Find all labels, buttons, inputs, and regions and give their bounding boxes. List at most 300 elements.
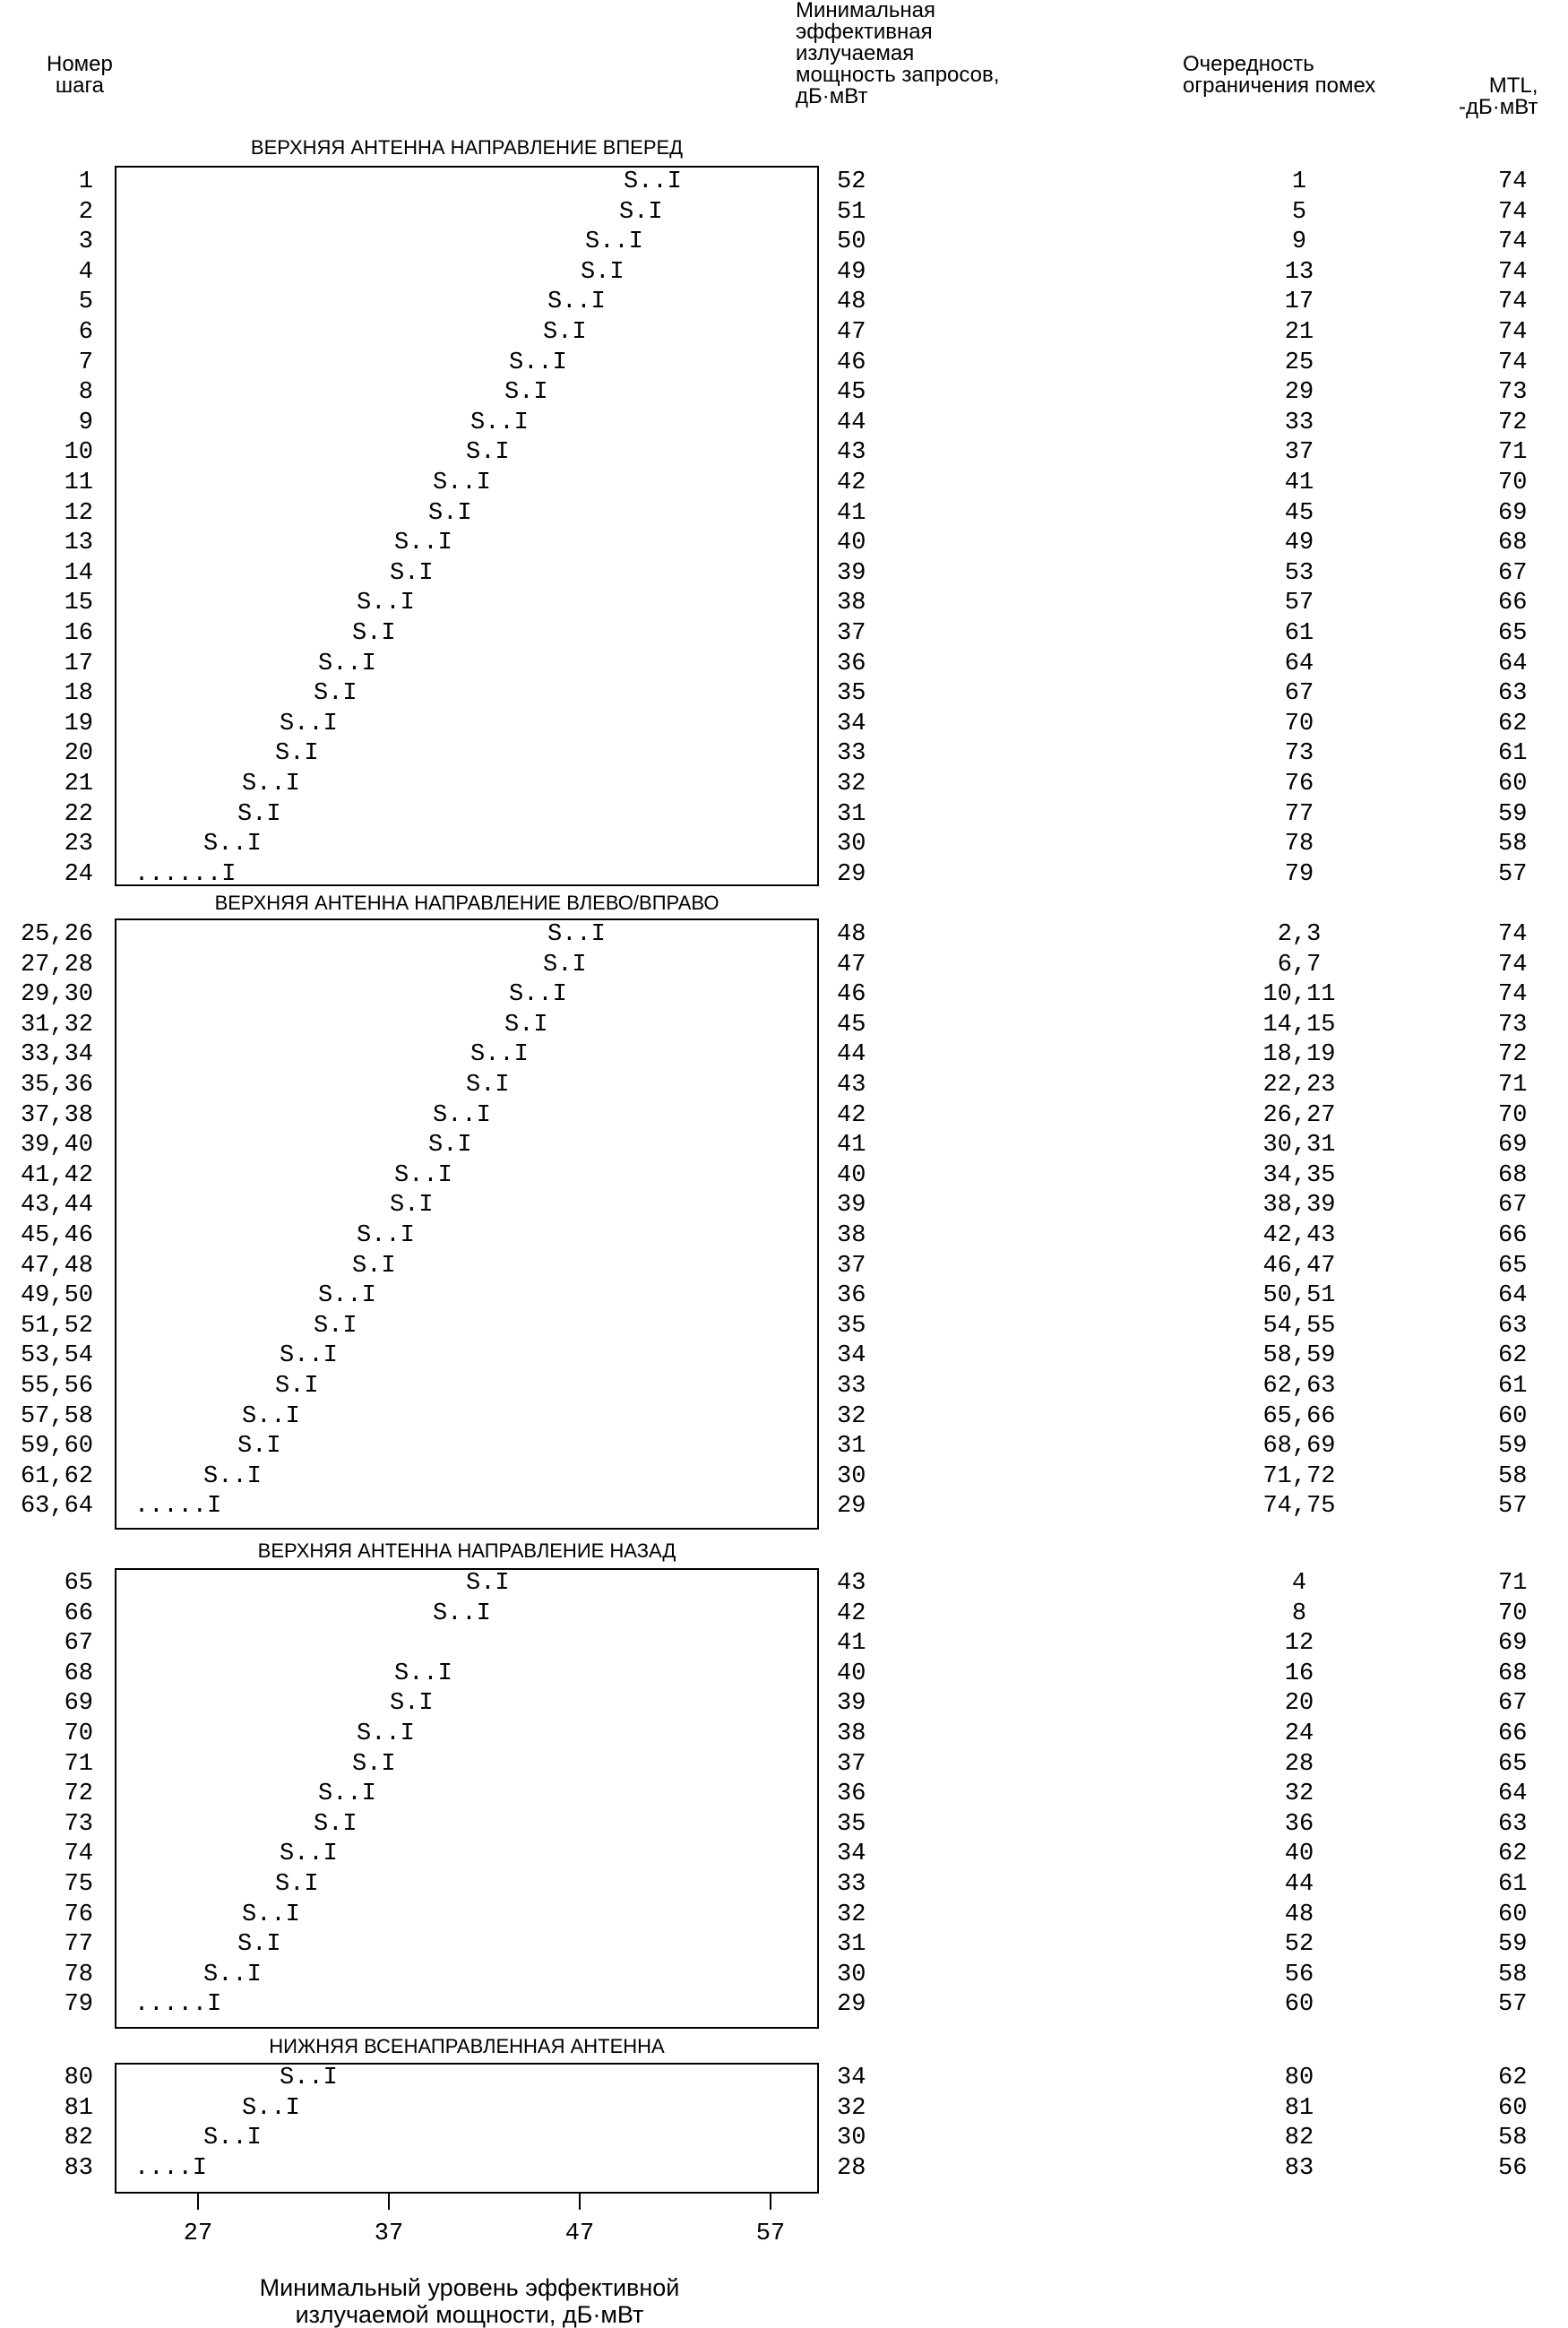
- priority-value: 21: [1284, 319, 1314, 346]
- level-bar: S.I: [237, 801, 281, 828]
- eirp-value: 37: [837, 1253, 866, 1280]
- eirp-value: 28: [837, 2155, 866, 2182]
- priority-value: 12: [1284, 1630, 1314, 1657]
- eirp-value: 32: [837, 1403, 866, 1430]
- step-number: 7: [78, 349, 93, 376]
- mtl-value: 65: [1498, 620, 1528, 647]
- level-bar: S..I: [203, 831, 262, 858]
- priority-value: 54,55: [1262, 1313, 1336, 1340]
- step-number: 73: [64, 1811, 93, 1838]
- step-number: 23: [64, 831, 93, 858]
- step-number: 4: [78, 259, 93, 286]
- x-axis-tick-label: 57: [755, 2220, 786, 2247]
- eirp-value: 46: [837, 349, 866, 376]
- level-bar: S..I: [280, 1841, 338, 1867]
- eirp-value: 47: [837, 952, 866, 979]
- step-number: 80: [64, 2065, 93, 2091]
- level-bar: ....I: [134, 2155, 208, 2182]
- level-bar: S..I: [624, 168, 682, 195]
- level-bar: S..I: [280, 2065, 338, 2091]
- level-bar: S.I: [237, 1433, 281, 1460]
- x-axis-tick: [197, 2192, 199, 2210]
- priority-value: 53: [1284, 560, 1314, 587]
- eirp-value: 30: [837, 1463, 866, 1490]
- mtl-value: 61: [1498, 740, 1528, 767]
- eirp-value: 38: [837, 590, 866, 616]
- eirp-value: 42: [837, 1102, 866, 1129]
- priority-value: 61: [1284, 620, 1314, 647]
- eirp-value: 42: [837, 470, 866, 496]
- priority-value: 13: [1284, 259, 1314, 286]
- eirp-value: 44: [837, 1041, 866, 1068]
- mtl-value: 70: [1498, 470, 1528, 496]
- mtl-value: 67: [1498, 1192, 1528, 1219]
- priority-value: 28: [1284, 1751, 1314, 1778]
- priority-value: 70: [1284, 711, 1314, 737]
- step-number: 8: [78, 379, 93, 406]
- priority-value: 17: [1284, 289, 1314, 315]
- eirp-value: 39: [837, 1192, 866, 1219]
- eirp-value: 34: [837, 2065, 866, 2091]
- priority-value: 50,51: [1262, 1282, 1336, 1309]
- priority-value: 74,75: [1262, 1493, 1336, 1520]
- priority-value: 52: [1284, 1931, 1314, 1958]
- step-number: 47,48: [20, 1253, 93, 1280]
- mtl-value: 72: [1498, 410, 1528, 436]
- step-number: 39,40: [20, 1132, 93, 1159]
- mtl-value: 65: [1498, 1253, 1528, 1280]
- level-bar: S.I: [390, 1690, 434, 1717]
- step-number: 25,26: [20, 921, 93, 948]
- priority-value: 62,63: [1262, 1373, 1336, 1400]
- eirp-value: 31: [837, 1931, 866, 1958]
- priority-value: 22,23: [1262, 1072, 1336, 1099]
- x-axis-tick: [579, 2192, 581, 2210]
- level-bar: S.I: [314, 1811, 358, 1838]
- priority-value: 37: [1284, 439, 1314, 466]
- eirp-value: 34: [837, 1841, 866, 1867]
- priority-value: 1: [1291, 168, 1307, 195]
- priority-value: 46,47: [1262, 1253, 1336, 1280]
- priority-value: 64: [1284, 651, 1314, 677]
- mtl-value: 58: [1498, 831, 1528, 858]
- eirp-value: 42: [837, 1600, 866, 1627]
- priority-value: 34,35: [1262, 1162, 1336, 1189]
- eirp-value: 30: [837, 831, 866, 858]
- level-bar: S.I: [466, 1570, 510, 1597]
- level-bar: S..I: [394, 1162, 452, 1189]
- eirp-value: 32: [837, 771, 866, 798]
- level-bar: S..I: [433, 1102, 491, 1129]
- section-title: ВЕРХНЯЯ АНТЕННА НАПРАВЛЕНИЕ ВЛЕВО/ВПРАВО: [214, 892, 719, 914]
- header-eirp: Минимальная эффективная излучаемая мощность запросов, дБ·мВт: [796, 0, 1000, 108]
- level-bar: S.I: [314, 1313, 358, 1340]
- priority-value: 14,15: [1262, 1012, 1336, 1039]
- priority-value: 30,31: [1262, 1132, 1336, 1159]
- step-number: 19: [64, 711, 93, 737]
- priority-value: 80: [1284, 2065, 1314, 2091]
- eirp-value: 30: [837, 2125, 866, 2151]
- eirp-value: 48: [837, 921, 866, 948]
- level-bar: S..I: [433, 1600, 491, 1627]
- mtl-value: 60: [1498, 1901, 1528, 1928]
- priority-value: 44: [1284, 1871, 1314, 1898]
- eirp-value: 48: [837, 289, 866, 315]
- priority-value: 20: [1284, 1690, 1314, 1717]
- priority-value: 9: [1291, 228, 1307, 255]
- priority-value: 56: [1284, 1962, 1314, 1988]
- level-bar: S..I: [318, 1780, 376, 1807]
- mtl-value: 67: [1498, 560, 1528, 587]
- mtl-value: 66: [1498, 1222, 1528, 1249]
- level-bar: S.I: [543, 952, 587, 979]
- eirp-value: 29: [837, 1493, 866, 1520]
- eirp-value: 31: [837, 801, 866, 828]
- step-number: 10: [64, 439, 93, 466]
- x-axis-title: Минимальный уровень эффективной излучаемой мощности, дБ·мВт: [259, 2274, 680, 2328]
- eirp-value: 35: [837, 680, 866, 707]
- level-bar: S.I: [390, 560, 434, 587]
- eirp-value: 50: [837, 228, 866, 255]
- level-bar: S..I: [242, 1901, 300, 1928]
- x-axis-tick-label: 37: [374, 2220, 404, 2247]
- priority-value: 76: [1284, 771, 1314, 798]
- mtl-value: 56: [1498, 2155, 1528, 2182]
- mtl-value: 57: [1498, 1493, 1528, 1520]
- mtl-value: 66: [1498, 1720, 1528, 1747]
- mtl-value: 68: [1498, 1162, 1528, 1189]
- eirp-value: 29: [837, 861, 866, 888]
- step-number: 18: [64, 680, 93, 707]
- priority-value: 26,27: [1262, 1102, 1336, 1129]
- eirp-value: 49: [837, 259, 866, 286]
- level-bar: S..I: [203, 2125, 262, 2151]
- step-number: 16: [64, 620, 93, 647]
- step-number: 29,30: [20, 981, 93, 1008]
- step-number: 9: [78, 410, 93, 436]
- level-bar: S..I: [203, 1463, 262, 1490]
- mtl-value: 59: [1498, 1931, 1528, 1958]
- header-mtl: MTL, -дБ·мВт: [1459, 73, 1538, 119]
- level-bar: S.I: [352, 1751, 396, 1778]
- eirp-value: 34: [837, 711, 866, 737]
- priority-value: 38,39: [1262, 1192, 1336, 1219]
- mtl-value: 62: [1498, 2065, 1528, 2091]
- level-bar: S.I: [352, 1253, 396, 1280]
- mtl-value: 59: [1498, 1433, 1528, 1460]
- eirp-value: 44: [837, 410, 866, 436]
- level-bar: S..I: [318, 1282, 376, 1309]
- mtl-value: 74: [1498, 921, 1528, 948]
- mtl-value: 70: [1498, 1600, 1528, 1627]
- priority-value: 36: [1284, 1811, 1314, 1838]
- step-number: 77: [64, 1931, 93, 1958]
- eirp-value: 47: [837, 319, 866, 346]
- priority-value: 29: [1284, 379, 1314, 406]
- step-number: 43,44: [20, 1192, 93, 1219]
- level-bar: S..I: [280, 1342, 338, 1369]
- priority-value: 81: [1284, 2095, 1314, 2122]
- mtl-value: 63: [1498, 680, 1528, 707]
- mtl-value: 64: [1498, 651, 1528, 677]
- eirp-value: 31: [837, 1433, 866, 1460]
- step-number: 22: [64, 801, 93, 828]
- step-number: 51,52: [20, 1313, 93, 1340]
- level-bar: S.I: [619, 199, 663, 226]
- step-number: 74: [64, 1841, 93, 1867]
- section-title: ВЕРХНЯЯ АНТЕННА НАПРАВЛЕНИЕ НАЗАД: [257, 1539, 676, 1562]
- eirp-value: 52: [837, 168, 866, 195]
- priority-value: 83: [1284, 2155, 1314, 2182]
- level-bar: S..I: [280, 711, 338, 737]
- level-bar: S..I: [394, 530, 452, 556]
- x-axis-tick-label: 47: [564, 2220, 595, 2247]
- step-number: 17: [64, 651, 93, 677]
- x-axis-tick-label: 27: [183, 2220, 213, 2247]
- step-number: 82: [64, 2125, 93, 2151]
- mtl-value: 68: [1498, 1660, 1528, 1687]
- eirp-value: 40: [837, 1660, 866, 1687]
- level-bar: S..I: [470, 410, 529, 436]
- mtl-value: 64: [1498, 1282, 1528, 1309]
- eirp-value: 46: [837, 981, 866, 1008]
- level-bar: S.I: [543, 319, 587, 346]
- eirp-value: 40: [837, 530, 866, 556]
- step-number: 70: [64, 1720, 93, 1747]
- level-bar: S.I: [352, 620, 396, 647]
- mtl-value: 74: [1498, 981, 1528, 1008]
- priority-value: 2,3: [1277, 921, 1322, 948]
- eirp-value: 45: [837, 379, 866, 406]
- eirp-value: 51: [837, 199, 866, 226]
- eirp-value: 40: [837, 1162, 866, 1189]
- level-bar: .....I: [134, 1493, 222, 1520]
- level-bar: S..I: [357, 1720, 415, 1747]
- step-number: 27,28: [20, 952, 93, 979]
- priority-value: 42,43: [1262, 1222, 1336, 1249]
- level-bar: S.I: [466, 439, 510, 466]
- eirp-value: 43: [837, 439, 866, 466]
- priority-value: 58,59: [1262, 1342, 1336, 1369]
- step-number: 6: [78, 319, 93, 346]
- mtl-value: 57: [1498, 861, 1528, 888]
- step-number: 20: [64, 740, 93, 767]
- eirp-value: 39: [837, 560, 866, 587]
- step-number: 66: [64, 1600, 93, 1627]
- step-number: 75: [64, 1871, 93, 1898]
- section-title: НИЖНЯЯ ВСЕНАПРАВЛЕННАЯ АНТЕННА: [269, 2035, 665, 2057]
- eirp-value: 39: [837, 1690, 866, 1717]
- priority-value: 68,69: [1262, 1433, 1336, 1460]
- mtl-value: 71: [1498, 1072, 1528, 1099]
- level-bar: S.I: [275, 740, 319, 767]
- step-number: 12: [64, 500, 93, 527]
- mtl-value: 60: [1498, 771, 1528, 798]
- step-number: 69: [64, 1690, 93, 1717]
- eirp-value: 36: [837, 1780, 866, 1807]
- step-number: 71: [64, 1751, 93, 1778]
- step-number: 76: [64, 1901, 93, 1928]
- level-bar: S..I: [547, 921, 606, 948]
- priority-value: 49: [1284, 530, 1314, 556]
- level-bar: S.I: [237, 1931, 281, 1958]
- mtl-value: 69: [1498, 1630, 1528, 1657]
- level-bar: S..I: [470, 1041, 529, 1068]
- level-bar: S.I: [581, 259, 625, 286]
- level-bar: S.I: [504, 1012, 548, 1039]
- eirp-value: 43: [837, 1570, 866, 1597]
- step-number: 41,42: [20, 1162, 93, 1189]
- step-number: 81: [64, 2095, 93, 2122]
- mtl-value: 70: [1498, 1102, 1528, 1129]
- level-bar: S.I: [390, 1192, 434, 1219]
- step-number: 53,54: [20, 1342, 93, 1369]
- step-number: 21: [64, 771, 93, 798]
- level-bar: ......I: [134, 861, 237, 888]
- priority-value: 78: [1284, 831, 1314, 858]
- step-number: 2: [78, 199, 93, 226]
- level-bar: S..I: [394, 1660, 452, 1687]
- mtl-value: 62: [1498, 711, 1528, 737]
- step-number: 15: [64, 590, 93, 616]
- priority-value: 73: [1284, 740, 1314, 767]
- mtl-value: 74: [1498, 259, 1528, 286]
- mtl-value: 63: [1498, 1313, 1528, 1340]
- eirp-value: 29: [837, 1991, 866, 2018]
- section-box: [115, 918, 819, 1530]
- mtl-value: 59: [1498, 801, 1528, 828]
- eirp-value: 34: [837, 1342, 866, 1369]
- eirp-value: 35: [837, 1811, 866, 1838]
- level-bar: S..I: [318, 651, 376, 677]
- level-bar: S..I: [433, 470, 491, 496]
- priority-value: 25: [1284, 349, 1314, 376]
- mtl-value: 74: [1498, 289, 1528, 315]
- level-bar: S.I: [314, 680, 358, 707]
- priority-value: 67: [1284, 680, 1314, 707]
- eirp-value: 32: [837, 2095, 866, 2122]
- mtl-value: 62: [1498, 1841, 1528, 1867]
- mtl-value: 58: [1498, 1962, 1528, 1988]
- mtl-value: 66: [1498, 590, 1528, 616]
- priority-value: 57: [1284, 590, 1314, 616]
- eirp-value: 45: [837, 1012, 866, 1039]
- step-number: 31,32: [20, 1012, 93, 1039]
- priority-value: 60: [1284, 1991, 1314, 2018]
- step-number: 24: [64, 861, 93, 888]
- priority-value: 10,11: [1262, 981, 1336, 1008]
- priority-value: 41: [1284, 470, 1314, 496]
- priority-value: 32: [1284, 1780, 1314, 1807]
- mtl-value: 73: [1498, 1012, 1528, 1039]
- eirp-value: 41: [837, 500, 866, 527]
- level-bar: S..I: [203, 1962, 262, 1988]
- step-number: 5: [78, 289, 93, 315]
- eirp-value: 41: [837, 1132, 866, 1159]
- priority-value: 6,7: [1277, 952, 1322, 979]
- mtl-value: 71: [1498, 439, 1528, 466]
- step-number: 65: [64, 1570, 93, 1597]
- mtl-value: 58: [1498, 2125, 1528, 2151]
- eirp-value: 30: [837, 1962, 866, 1988]
- step-number: 79: [64, 1991, 93, 2018]
- step-number: 55,56: [20, 1373, 93, 1400]
- step-number: 13: [64, 530, 93, 556]
- level-bar: S.I: [466, 1072, 510, 1099]
- step-number: 37,38: [20, 1102, 93, 1129]
- eirp-value: 33: [837, 1373, 866, 1400]
- step-number: 3: [78, 228, 93, 255]
- mtl-value: 74: [1498, 349, 1528, 376]
- header-step: Номер шага: [47, 52, 113, 98]
- level-bar: S..I: [509, 981, 567, 1008]
- step-number: 78: [64, 1962, 93, 1988]
- level-bar: S..I: [585, 228, 643, 255]
- priority-value: 33: [1284, 410, 1314, 436]
- priority-value: 45: [1284, 500, 1314, 527]
- eirp-value: 36: [837, 651, 866, 677]
- step-number: 57,58: [20, 1403, 93, 1430]
- level-bar: S..I: [547, 289, 606, 315]
- level-bar: S..I: [242, 2095, 300, 2122]
- level-bar: S..I: [242, 1403, 300, 1430]
- level-bar: S.I: [275, 1373, 319, 1400]
- eirp-value: 33: [837, 740, 866, 767]
- mtl-value: 71: [1498, 1570, 1528, 1597]
- priority-value: 4: [1291, 1570, 1307, 1597]
- eirp-value: 38: [837, 1720, 866, 1747]
- priority-value: 79: [1284, 861, 1314, 888]
- mtl-value: 64: [1498, 1780, 1528, 1807]
- mtl-value: 74: [1498, 199, 1528, 226]
- mtl-value: 57: [1498, 1991, 1528, 2018]
- step-number: 72: [64, 1780, 93, 1807]
- mtl-value: 61: [1498, 1871, 1528, 1898]
- x-axis-tick: [388, 2192, 390, 2210]
- step-number: 49,50: [20, 1282, 93, 1309]
- priority-value: 77: [1284, 801, 1314, 828]
- x-axis-tick: [770, 2192, 771, 2210]
- level-bar: S..I: [357, 590, 415, 616]
- mtl-value: 74: [1498, 228, 1528, 255]
- priority-value: 8: [1291, 1600, 1307, 1627]
- level-bar: S.I: [428, 500, 472, 527]
- eirp-value: 37: [837, 1751, 866, 1778]
- eirp-value: 33: [837, 1871, 866, 1898]
- eirp-value: 32: [837, 1901, 866, 1928]
- step-number: 67: [64, 1630, 93, 1657]
- mtl-value: 73: [1498, 379, 1528, 406]
- mtl-value: 68: [1498, 530, 1528, 556]
- priority-value: 18,19: [1262, 1041, 1336, 1068]
- mtl-value: 60: [1498, 1403, 1528, 1430]
- eirp-value: 36: [837, 1282, 866, 1309]
- eirp-value: 35: [837, 1313, 866, 1340]
- step-number: 35,36: [20, 1072, 93, 1099]
- mtl-value: 74: [1498, 952, 1528, 979]
- level-bar: S..I: [509, 349, 567, 376]
- level-bar: S..I: [357, 1222, 415, 1249]
- priority-value: 82: [1284, 2125, 1314, 2151]
- mtl-value: 74: [1498, 168, 1528, 195]
- step-number: 11: [64, 470, 93, 496]
- section-title: ВЕРХНЯЯ АНТЕННА НАПРАВЛЕНИЕ ВПЕРЕД: [250, 136, 684, 159]
- mtl-value: 60: [1498, 2095, 1528, 2122]
- step-number: 45,46: [20, 1222, 93, 1249]
- mtl-value: 67: [1498, 1690, 1528, 1717]
- level-bar: S.I: [275, 1871, 319, 1898]
- step-number: 61,62: [20, 1463, 93, 1490]
